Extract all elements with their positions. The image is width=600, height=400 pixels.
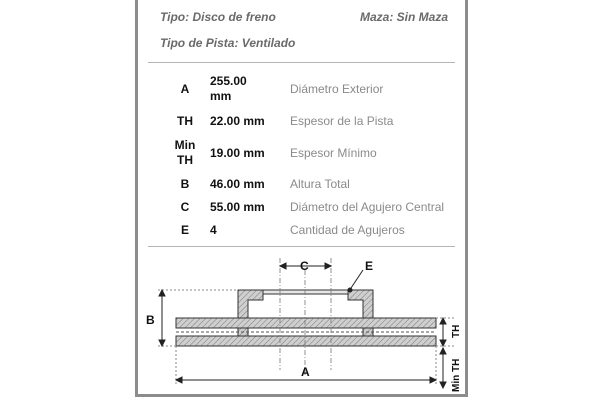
spec-label: Diámetro del Agujero Central <box>290 200 445 214</box>
spec-label: Espesor Mínimo <box>290 146 377 160</box>
center-lines <box>280 258 331 375</box>
spec-value: 255.00 mm <box>210 74 247 103</box>
spec-code: Min TH <box>174 138 196 167</box>
disc-type: Tipo: Disco de freno <box>160 10 276 24</box>
spec-label: Diámetro Exterior <box>290 82 384 96</box>
spec-label: Cantidad de Agujeros <box>290 223 405 237</box>
spec-code: C <box>180 200 190 214</box>
spec-value: 46.00 mm <box>210 177 265 191</box>
hub-type: Maza: Sin Maza <box>360 10 449 24</box>
label-b: B <box>146 313 155 327</box>
spec-value: 4 <box>210 223 217 237</box>
track-type: Tipo de Pista: Ventilado <box>160 36 296 50</box>
spec-label: Espesor de la Pista <box>290 114 394 128</box>
label-c: C <box>300 259 309 273</box>
spec-code: TH <box>177 114 193 128</box>
spec-value: 19.00 mm <box>210 146 265 160</box>
label-e: E <box>365 259 374 273</box>
dimension-e <box>348 270 363 292</box>
dimension-min-th <box>440 348 446 388</box>
spec-code: E <box>180 223 189 237</box>
header-divider <box>148 62 455 63</box>
spec-value: 55.00 mm <box>210 200 265 214</box>
spec-value: 22.00 mm <box>210 114 265 128</box>
brake-disc-spec-card <box>135 0 468 397</box>
label-th: TH <box>451 324 462 338</box>
spec-code: A <box>180 82 190 96</box>
label-min-th: Min TH <box>451 358 462 392</box>
specs-divider <box>148 246 455 247</box>
spec-code: B <box>180 177 190 191</box>
label-a: A <box>301 365 310 379</box>
disc-profile <box>176 290 436 346</box>
spec-label: Altura Total <box>290 177 350 191</box>
brake-disc-cross-section-diagram <box>138 250 465 396</box>
